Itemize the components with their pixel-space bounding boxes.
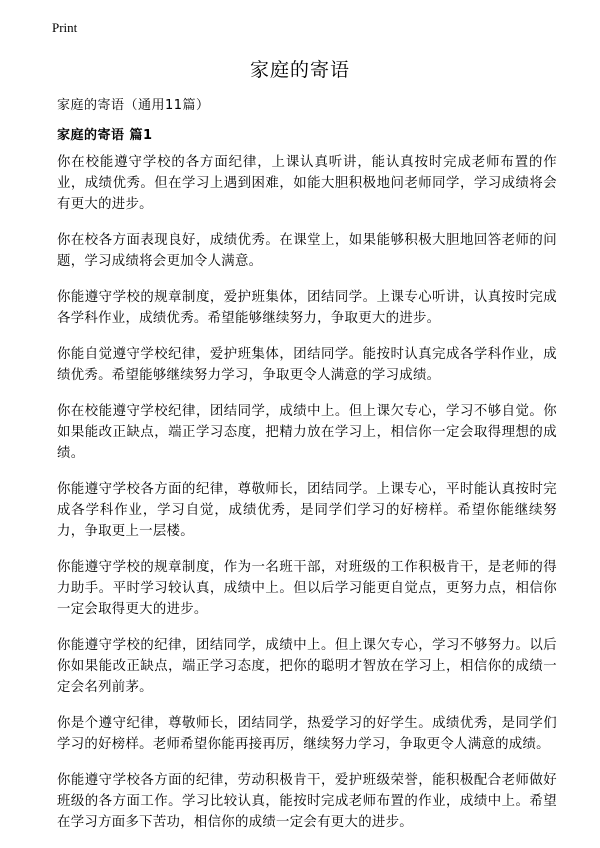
paragraph: 你是个遵守纪律，尊敬师长，团结同学，热爱学习的好学生。成绩优秀，是同学们学习的好榜样。老师希望你能再接再厉，继续努力学习，争取更令人满意的成绩。 (57, 716, 557, 752)
paragraph: 你能遵守学校的纪律，团结同学，成绩中上。但上课欠专心，学习不够努力。以后你如果能改正缺点，端正学习态度，把你的聪明才智放在学习上，相信你的成绩一定会名列前茅。 (57, 638, 557, 695)
paragraph: 你在校能遵守学校纪律，团结同学，成绩中上。但上课欠专心，学习不够自觉。你如果能改正缺点，端正学习态度，把精力放在学习上，相信你一定会取得理想的成绩。 (57, 404, 557, 461)
print-link[interactable]: Print (52, 20, 78, 35)
paragraph: 你能遵守学校各方面的纪律，尊敬师长，团结同学。上课专心，平时能认真按时完成各学科作业，学习自觉，成绩优秀，是同学们学习的好榜样。希望你能继续努力，争取更上一层楼。 (57, 482, 557, 539)
article-body (57, 152, 557, 848)
document-subtitle: 家庭的寄语（通用11篇） (57, 98, 210, 113)
paragraph: 你能自觉遵守学校纪律，爱护班集体，团结同学。能按时认真完成各学科作业，成绩优秀。希望能够继续努力学习，争取更令人满意的学习成绩。 (57, 347, 557, 383)
page-title: 家庭的寄语 (249, 59, 350, 81)
paragraph: 你能遵守学校的规章制度，作为一名班干部，对班级的工作积极肯干，是老师的得力助手。平时学习较认真，成绩中上。但以后学习能更自觉点，更努力点，相信你一定会取得更大的进步。 (57, 560, 557, 617)
paragraph: 你在校能遵守学校的各方面纪律，上课认真听讲，能认真按时完成老师布置的作业，成绩优秀。但在学习上遇到困难，如能大胆积极地问老师同学，学习成绩将会有更大的进步。 (57, 155, 557, 212)
paragraph: 你能遵守学校各方面的纪律，劳动积极肯干，爱护班级荣誉，能积极配合老师做好班级的各方面工作。学习比较认真，能按时完成老师布置的作业，成绩中上。希望在学习方面多下苦功，相信你的成绩一定会有更大的进步。 (57, 773, 557, 830)
paragraph: 你能遵守学校的规章制度，爱护班集体，团结同学。上课专心听讲，认真按时完成各学科作业，成绩优秀。希望能够继续努力，争取更大的进步。 (57, 290, 557, 326)
section-heading: 家庭的寄语 篇1 (57, 128, 153, 143)
paragraph: 你在校各方面表现良好，成绩优秀。在课堂上，如果能够积极大胆地回答老师的问题，学习成绩将会更加令人满意。 (57, 233, 557, 269)
